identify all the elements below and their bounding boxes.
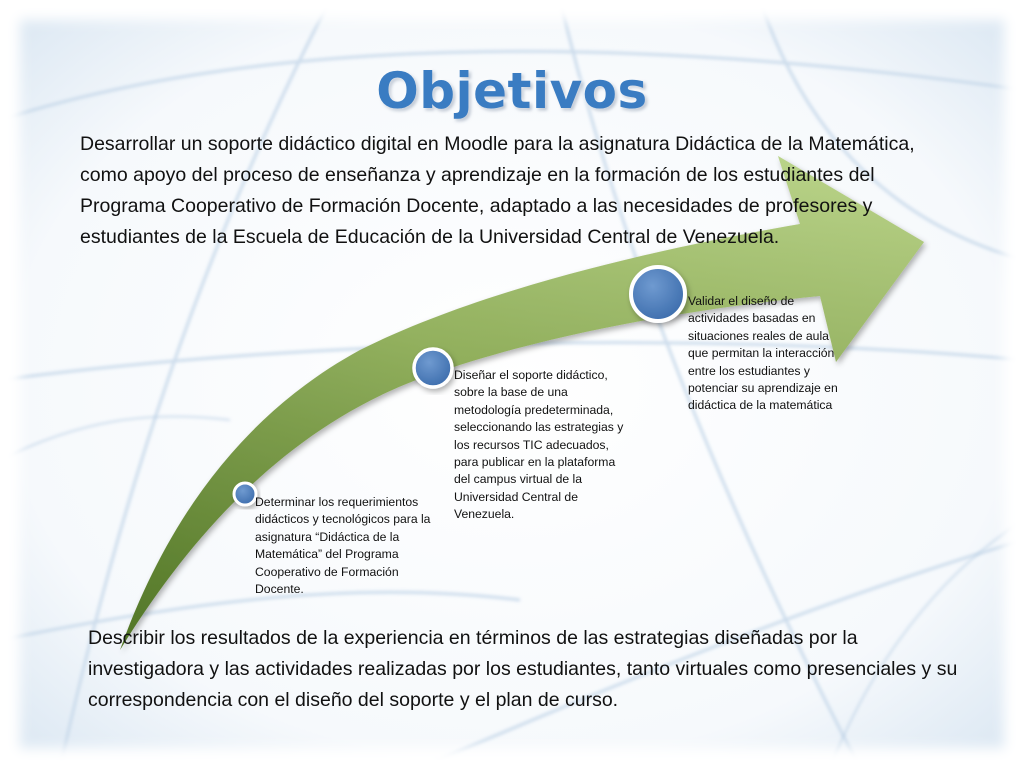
milestone-circle-2 xyxy=(414,349,452,387)
step-1-text: Determinar los requerimientos didácticos y tecnológicos para la asignatura “Didáctica de la Matemática” del Programa Cooperativo de Formación Docente. xyxy=(255,495,431,597)
step-2-text: Diseñar el soporte didáctico, sobre la base de una metodología predeterminada, seleccionando las estrategias y los recursos TIC adecuados, para publicar en la plataforma del campus virtual de la Universidad Central de Venezuela. xyxy=(454,368,624,522)
milestone-circle-3 xyxy=(631,267,685,321)
milestone-circle-1 xyxy=(234,483,256,505)
general-objective-text: Desarrollar un soporte didáctico digital en Moodle para la asignatura Didáctica de la Matemática, como apoyo del proceso de enseñanza y aprendizaje en la formación de los estudiantes del Programa Cooperativo de Formación Docente, adaptado a las necesidades de profesores y estudiantes de la Escuela de Educación de la Universidad Central de Venezuela. xyxy=(80,133,915,248)
step-3-text: Validar el diseño de actividades basadas en situaciones reales de aula que permitan la interacción entre los estudiantes y potenciar su aprendizaje en didáctica de la matemática xyxy=(688,294,838,413)
slide-title: Objetivos xyxy=(376,62,648,120)
final-objective-text: Describir los resultados de la experiencia en términos de las estrategias diseñadas por la investigadora y las actividades realizadas por los estudiantes, tanto virtuales como presenciales y su correspondencia con el diseño del soporte y el plan de curso. xyxy=(88,627,958,711)
